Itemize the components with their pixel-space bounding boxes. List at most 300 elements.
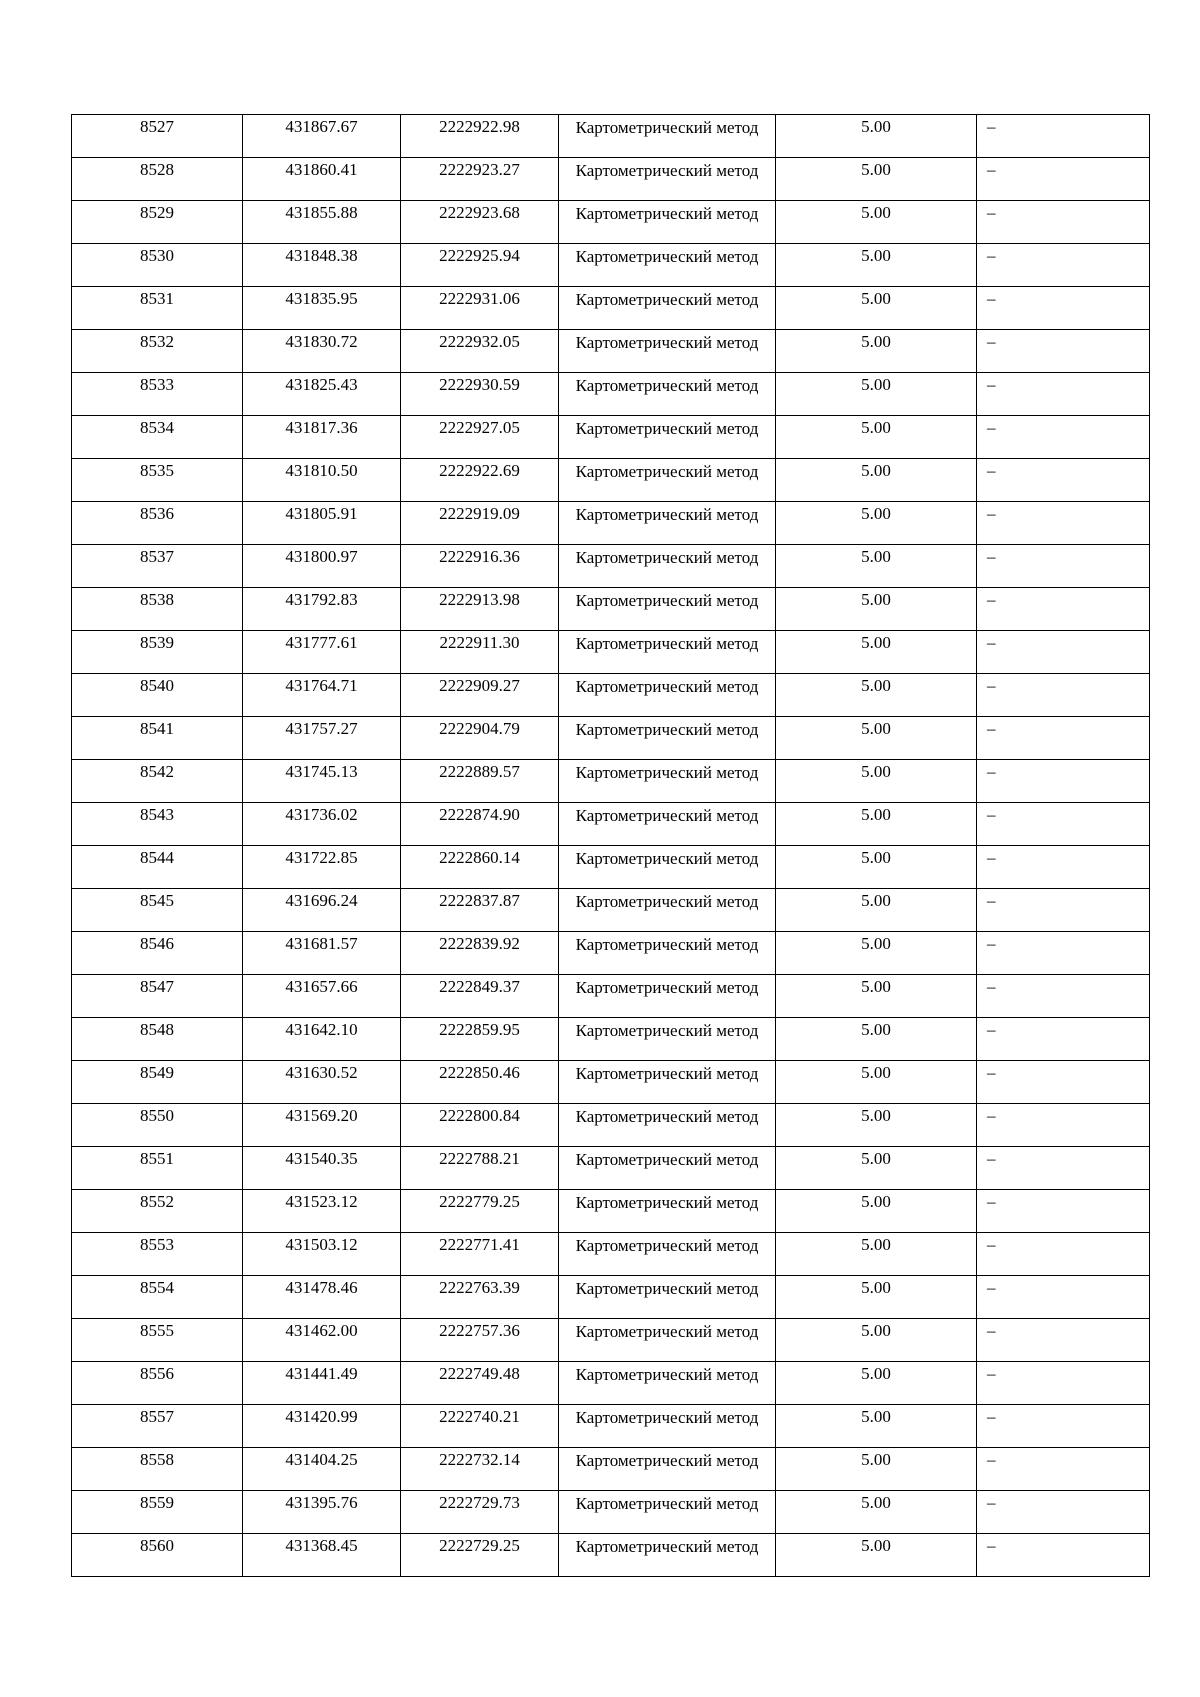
y-coordinate-cell-text: 2222923.68 [439, 203, 520, 222]
y-coordinate-cell-text: 2222763.39 [439, 1278, 520, 1297]
accuracy-cell-text: 5.00 [861, 1364, 891, 1383]
y-coordinate-cell [401, 158, 559, 201]
accuracy-cell [776, 975, 977, 1018]
point-number-cell [72, 846, 243, 889]
note-cell [977, 545, 1150, 588]
point-number-cell-text: 8532 [140, 332, 174, 351]
method-cell-text: Картометрический метод [575, 978, 759, 997]
x-coordinate-cell-text: 431810.50 [285, 461, 358, 480]
method-cell [559, 1405, 776, 1448]
accuracy-cell-text: 5.00 [861, 246, 891, 265]
method-cell-text: Картометрический метод [575, 677, 759, 696]
y-coordinate-cell-text: 2222849.37 [439, 977, 520, 996]
note-cell [977, 803, 1150, 846]
point-number-cell [72, 330, 243, 373]
method-cell [559, 201, 776, 244]
accuracy-cell-text: 5.00 [861, 1407, 891, 1426]
point-number-cell [72, 889, 243, 932]
x-coordinate-cell-text: 431745.13 [285, 762, 358, 781]
point-number-cell-text: 8552 [140, 1192, 174, 1211]
method-cell [559, 1362, 776, 1405]
accuracy-cell [776, 459, 977, 502]
accuracy-cell-text: 5.00 [861, 805, 891, 824]
method-cell [559, 803, 776, 846]
note-cell [977, 932, 1150, 975]
method-cell [559, 588, 776, 631]
point-number-cell-text: 8551 [140, 1149, 174, 1168]
y-coordinate-cell [401, 1061, 559, 1104]
note-cell-text: – [987, 117, 996, 136]
note-cell-text: – [987, 332, 996, 351]
note-cell-text: – [987, 1063, 996, 1082]
y-coordinate-cell-text: 2222922.98 [439, 117, 520, 136]
note-cell [977, 846, 1150, 889]
y-coordinate-cell [401, 803, 559, 846]
method-cell-text: Картометрический метод [575, 204, 759, 223]
point-number-cell [72, 115, 243, 158]
accuracy-cell-text: 5.00 [861, 1106, 891, 1125]
point-number-cell-text: 8540 [140, 676, 174, 695]
note-cell [977, 373, 1150, 416]
y-coordinate-cell-text: 2222874.90 [439, 805, 520, 824]
x-coordinate-cell [243, 373, 401, 416]
method-cell [559, 459, 776, 502]
y-coordinate-cell [401, 1319, 559, 1362]
method-cell [559, 932, 776, 975]
accuracy-cell-text: 5.00 [861, 1450, 891, 1469]
point-number-cell [72, 459, 243, 502]
point-number-cell [72, 674, 243, 717]
accuracy-cell-text: 5.00 [861, 332, 891, 351]
point-number-cell-text: 8529 [140, 203, 174, 222]
point-number-cell-text: 8547 [140, 977, 174, 996]
y-coordinate-cell-text: 2222757.36 [439, 1321, 520, 1340]
x-coordinate-cell-text: 431805.91 [285, 504, 358, 523]
y-coordinate-cell-text: 2222860.14 [439, 848, 520, 867]
x-coordinate-cell [243, 1190, 401, 1233]
note-cell-text: – [987, 160, 996, 179]
x-coordinate-cell-text: 431657.66 [285, 977, 358, 996]
point-number-cell [72, 502, 243, 545]
y-coordinate-cell-text: 2222909.27 [439, 676, 520, 695]
table-row [72, 1104, 1150, 1147]
note-cell-text: – [987, 676, 996, 695]
accuracy-cell [776, 1448, 977, 1491]
accuracy-cell [776, 373, 977, 416]
point-number-cell-text: 8539 [140, 633, 174, 652]
table-row [72, 760, 1150, 803]
x-coordinate-cell-text: 431420.99 [285, 1407, 358, 1426]
point-number-cell-text: 8528 [140, 160, 174, 179]
table-row [72, 1319, 1150, 1362]
y-coordinate-cell-text: 2222788.21 [439, 1149, 520, 1168]
y-coordinate-cell-text: 2222859.95 [439, 1020, 520, 1039]
point-number-cell-text: 8533 [140, 375, 174, 394]
point-number-cell-text: 8535 [140, 461, 174, 480]
y-coordinate-cell [401, 975, 559, 1018]
method-cell [559, 1147, 776, 1190]
point-number-cell-text: 8559 [140, 1493, 174, 1512]
table-row [72, 889, 1150, 932]
point-number-cell [72, 975, 243, 1018]
y-coordinate-cell-text: 2222927.05 [439, 418, 520, 437]
method-cell [559, 1448, 776, 1491]
accuracy-cell-text: 5.00 [861, 1063, 891, 1082]
table-row [72, 1190, 1150, 1233]
y-coordinate-cell [401, 1147, 559, 1190]
method-cell [559, 674, 776, 717]
method-cell-text: Картометрический метод [575, 1064, 759, 1083]
point-number-cell [72, 158, 243, 201]
point-number-cell [72, 588, 243, 631]
y-coordinate-cell [401, 1190, 559, 1233]
method-cell [559, 1018, 776, 1061]
x-coordinate-cell-text: 431368.45 [285, 1536, 358, 1555]
x-coordinate-cell [243, 459, 401, 502]
point-number-cell [72, 1362, 243, 1405]
point-number-cell [72, 1233, 243, 1276]
table-row [72, 631, 1150, 674]
x-coordinate-cell [243, 244, 401, 287]
point-number-cell-text: 8534 [140, 418, 174, 437]
point-number-cell [72, 1018, 243, 1061]
method-cell [559, 1061, 776, 1104]
method-cell-text: Картометрический метод [575, 1021, 759, 1040]
x-coordinate-cell [243, 1534, 401, 1577]
x-coordinate-cell [243, 846, 401, 889]
x-coordinate-cell [243, 416, 401, 459]
y-coordinate-cell [401, 631, 559, 674]
x-coordinate-cell [243, 631, 401, 674]
x-coordinate-cell [243, 1405, 401, 1448]
accuracy-cell-text: 5.00 [861, 461, 891, 480]
note-cell-text: – [987, 1149, 996, 1168]
table-row [72, 373, 1150, 416]
x-coordinate-cell [243, 588, 401, 631]
note-cell-text: – [987, 1493, 996, 1512]
x-coordinate-cell-text: 431777.61 [285, 633, 358, 652]
note-cell [977, 1018, 1150, 1061]
x-coordinate-cell [243, 803, 401, 846]
note-cell [977, 1362, 1150, 1405]
x-coordinate-cell-text: 431540.35 [285, 1149, 358, 1168]
method-cell [559, 373, 776, 416]
accuracy-cell-text: 5.00 [861, 1192, 891, 1211]
accuracy-cell [776, 846, 977, 889]
y-coordinate-cell [401, 502, 559, 545]
accuracy-cell [776, 674, 977, 717]
y-coordinate-cell [401, 1448, 559, 1491]
note-cell [977, 1491, 1150, 1534]
point-number-cell [72, 803, 243, 846]
note-cell [977, 201, 1150, 244]
note-cell-text: – [987, 1278, 996, 1297]
table-row [72, 1018, 1150, 1061]
accuracy-cell [776, 416, 977, 459]
x-coordinate-cell [243, 760, 401, 803]
y-coordinate-cell [401, 330, 559, 373]
note-cell [977, 975, 1150, 1018]
y-coordinate-cell [401, 717, 559, 760]
y-coordinate-cell-text: 2222749.48 [439, 1364, 520, 1383]
y-coordinate-cell [401, 1233, 559, 1276]
x-coordinate-cell [243, 1448, 401, 1491]
method-cell [559, 717, 776, 760]
accuracy-cell-text: 5.00 [861, 418, 891, 437]
accuracy-cell-text: 5.00 [861, 547, 891, 566]
x-coordinate-cell-text: 431569.20 [285, 1106, 358, 1125]
y-coordinate-cell-text: 2222931.06 [439, 289, 520, 308]
method-cell-text: Картометрический метод [575, 763, 759, 782]
x-coordinate-cell-text: 431681.57 [285, 934, 358, 953]
accuracy-cell-text: 5.00 [861, 375, 891, 394]
y-coordinate-cell-text: 2222923.27 [439, 160, 520, 179]
note-cell [977, 1448, 1150, 1491]
y-coordinate-cell-text: 2222837.87 [439, 891, 520, 910]
note-cell-text: – [987, 891, 996, 910]
method-cell-text: Картометрический метод [575, 419, 759, 438]
point-number-cell-text: 8548 [140, 1020, 174, 1039]
accuracy-cell [776, 330, 977, 373]
y-coordinate-cell [401, 115, 559, 158]
note-cell-text: – [987, 375, 996, 394]
point-number-cell-text: 8545 [140, 891, 174, 910]
y-coordinate-cell-text: 2222916.36 [439, 547, 520, 566]
point-number-cell [72, 1405, 243, 1448]
accuracy-cell-text: 5.00 [861, 289, 891, 308]
point-number-cell [72, 201, 243, 244]
point-number-cell-text: 8538 [140, 590, 174, 609]
note-cell [977, 1405, 1150, 1448]
note-cell [977, 1061, 1150, 1104]
point-number-cell [72, 373, 243, 416]
accuracy-cell-text: 5.00 [861, 977, 891, 996]
x-coordinate-cell-text: 431835.95 [285, 289, 358, 308]
accuracy-cell-text: 5.00 [861, 633, 891, 652]
x-coordinate-cell-text: 431792.83 [285, 590, 358, 609]
y-coordinate-cell-text: 2222729.73 [439, 1493, 520, 1512]
accuracy-cell [776, 1319, 977, 1362]
method-cell [559, 1233, 776, 1276]
note-cell [977, 287, 1150, 330]
y-coordinate-cell [401, 244, 559, 287]
method-cell [559, 115, 776, 158]
note-cell-text: – [987, 1536, 996, 1555]
x-coordinate-cell [243, 1104, 401, 1147]
note-cell [977, 459, 1150, 502]
accuracy-cell [776, 1147, 977, 1190]
x-coordinate-cell [243, 201, 401, 244]
point-number-cell-text: 8550 [140, 1106, 174, 1125]
method-cell-text: Картометрический метод [575, 548, 759, 567]
point-number-cell [72, 1534, 243, 1577]
method-cell-text: Картометрический метод [575, 1279, 759, 1298]
x-coordinate-cell-text: 431867.67 [285, 117, 358, 136]
method-cell-text: Картометрический метод [575, 634, 759, 653]
method-cell-text: Картометрический метод [575, 1408, 759, 1427]
method-cell [559, 287, 776, 330]
note-cell-text: – [987, 461, 996, 480]
y-coordinate-cell-text: 2222839.92 [439, 934, 520, 953]
accuracy-cell-text: 5.00 [861, 117, 891, 136]
point-number-cell [72, 1147, 243, 1190]
point-number-cell [72, 1190, 243, 1233]
y-coordinate-cell-text: 2222740.21 [439, 1407, 520, 1426]
x-coordinate-cell-text: 431855.88 [285, 203, 358, 222]
point-number-cell [72, 416, 243, 459]
x-coordinate-cell-text: 431395.76 [285, 1493, 358, 1512]
table-row [72, 115, 1150, 158]
accuracy-cell-text: 5.00 [861, 848, 891, 867]
y-coordinate-cell [401, 201, 559, 244]
accuracy-cell-text: 5.00 [861, 676, 891, 695]
method-cell [559, 158, 776, 201]
y-coordinate-cell-text: 2222919.09 [439, 504, 520, 523]
x-coordinate-cell [243, 889, 401, 932]
point-number-cell [72, 760, 243, 803]
note-cell-text: – [987, 1321, 996, 1340]
method-cell-text: Картометрический метод [575, 720, 759, 739]
point-number-cell [72, 244, 243, 287]
accuracy-cell [776, 201, 977, 244]
method-cell-text: Картометрический метод [575, 849, 759, 868]
method-cell-text: Картометрический метод [575, 1494, 759, 1513]
method-cell [559, 631, 776, 674]
point-number-cell [72, 631, 243, 674]
method-cell-text: Картометрический метод [575, 892, 759, 911]
accuracy-cell-text: 5.00 [861, 719, 891, 738]
x-coordinate-cell-text: 431404.25 [285, 1450, 358, 1469]
y-coordinate-cell-text: 2222732.14 [439, 1450, 520, 1469]
accuracy-cell-text: 5.00 [861, 1321, 891, 1340]
method-cell-text: Картометрический метод [575, 505, 759, 524]
accuracy-cell [776, 115, 977, 158]
note-cell [977, 760, 1150, 803]
table-row [72, 1233, 1150, 1276]
method-cell-text: Картометрический метод [575, 118, 759, 137]
x-coordinate-cell [243, 1276, 401, 1319]
note-cell-text: – [987, 805, 996, 824]
point-number-cell-text: 8544 [140, 848, 174, 867]
x-coordinate-cell [243, 1147, 401, 1190]
point-number-cell-text: 8557 [140, 1407, 174, 1426]
accuracy-cell-text: 5.00 [861, 1235, 891, 1254]
note-cell [977, 1190, 1150, 1233]
note-cell-text: – [987, 418, 996, 437]
table-row [72, 201, 1150, 244]
x-coordinate-cell [243, 674, 401, 717]
note-cell-text: – [987, 590, 996, 609]
x-coordinate-cell-text: 431630.52 [285, 1063, 358, 1082]
accuracy-cell [776, 889, 977, 932]
y-coordinate-cell [401, 1018, 559, 1061]
method-cell-text: Картометрический метод [575, 1365, 759, 1384]
method-cell [559, 545, 776, 588]
table-row [72, 1276, 1150, 1319]
point-number-cell-text: 8546 [140, 934, 174, 953]
method-cell-text: Картометрический метод [575, 1236, 759, 1255]
y-coordinate-cell [401, 373, 559, 416]
note-cell-text: – [987, 547, 996, 566]
x-coordinate-cell-text: 431642.10 [285, 1020, 358, 1039]
y-coordinate-cell [401, 889, 559, 932]
point-number-cell-text: 8553 [140, 1235, 174, 1254]
accuracy-cell [776, 1233, 977, 1276]
note-cell [977, 158, 1150, 201]
note-cell-text: – [987, 848, 996, 867]
y-coordinate-cell-text: 2222930.59 [439, 375, 520, 394]
table-row [72, 502, 1150, 545]
method-cell [559, 416, 776, 459]
y-coordinate-cell [401, 846, 559, 889]
x-coordinate-cell [243, 717, 401, 760]
x-coordinate-cell [243, 115, 401, 158]
note-cell-text: – [987, 246, 996, 265]
y-coordinate-cell [401, 287, 559, 330]
note-cell-text: – [987, 1235, 996, 1254]
x-coordinate-cell-text: 431696.24 [285, 891, 358, 910]
accuracy-cell [776, 287, 977, 330]
x-coordinate-cell-text: 431478.46 [285, 1278, 358, 1297]
x-coordinate-cell-text: 431441.49 [285, 1364, 358, 1383]
method-cell-text: Картометрический метод [575, 462, 759, 481]
y-coordinate-cell [401, 1276, 559, 1319]
method-cell [559, 1276, 776, 1319]
note-cell [977, 889, 1150, 932]
point-number-cell-text: 8556 [140, 1364, 174, 1383]
point-number-cell-text: 8541 [140, 719, 174, 738]
method-cell [559, 846, 776, 889]
method-cell [559, 502, 776, 545]
method-cell-text: Картометрический метод [575, 1107, 759, 1126]
point-number-cell-text: 8530 [140, 246, 174, 265]
x-coordinate-cell-text: 431830.72 [285, 332, 358, 351]
x-coordinate-cell-text: 431848.38 [285, 246, 358, 265]
y-coordinate-cell [401, 674, 559, 717]
y-coordinate-cell-text: 2222925.94 [439, 246, 520, 265]
x-coordinate-cell [243, 287, 401, 330]
table-row [72, 717, 1150, 760]
x-coordinate-cell [243, 502, 401, 545]
coordinates-table-body [72, 115, 1150, 1577]
method-cell [559, 244, 776, 287]
method-cell-text: Картометрический метод [575, 1322, 759, 1341]
accuracy-cell [776, 1190, 977, 1233]
accuracy-cell-text: 5.00 [861, 1536, 891, 1555]
x-coordinate-cell [243, 545, 401, 588]
point-number-cell [72, 1276, 243, 1319]
y-coordinate-cell-text: 2222904.79 [439, 719, 520, 738]
note-cell-text: – [987, 719, 996, 738]
table-row [72, 1147, 1150, 1190]
coordinates-table [71, 114, 1150, 1577]
accuracy-cell-text: 5.00 [861, 762, 891, 781]
y-coordinate-cell [401, 416, 559, 459]
note-cell [977, 115, 1150, 158]
accuracy-cell [776, 244, 977, 287]
x-coordinate-cell [243, 1233, 401, 1276]
note-cell-text: – [987, 289, 996, 308]
table-row [72, 1491, 1150, 1534]
note-cell [977, 330, 1150, 373]
y-coordinate-cell [401, 1491, 559, 1534]
accuracy-cell-text: 5.00 [861, 1020, 891, 1039]
method-cell [559, 330, 776, 373]
x-coordinate-cell [243, 1061, 401, 1104]
accuracy-cell [776, 932, 977, 975]
x-coordinate-cell [243, 975, 401, 1018]
accuracy-cell-text: 5.00 [861, 203, 891, 222]
